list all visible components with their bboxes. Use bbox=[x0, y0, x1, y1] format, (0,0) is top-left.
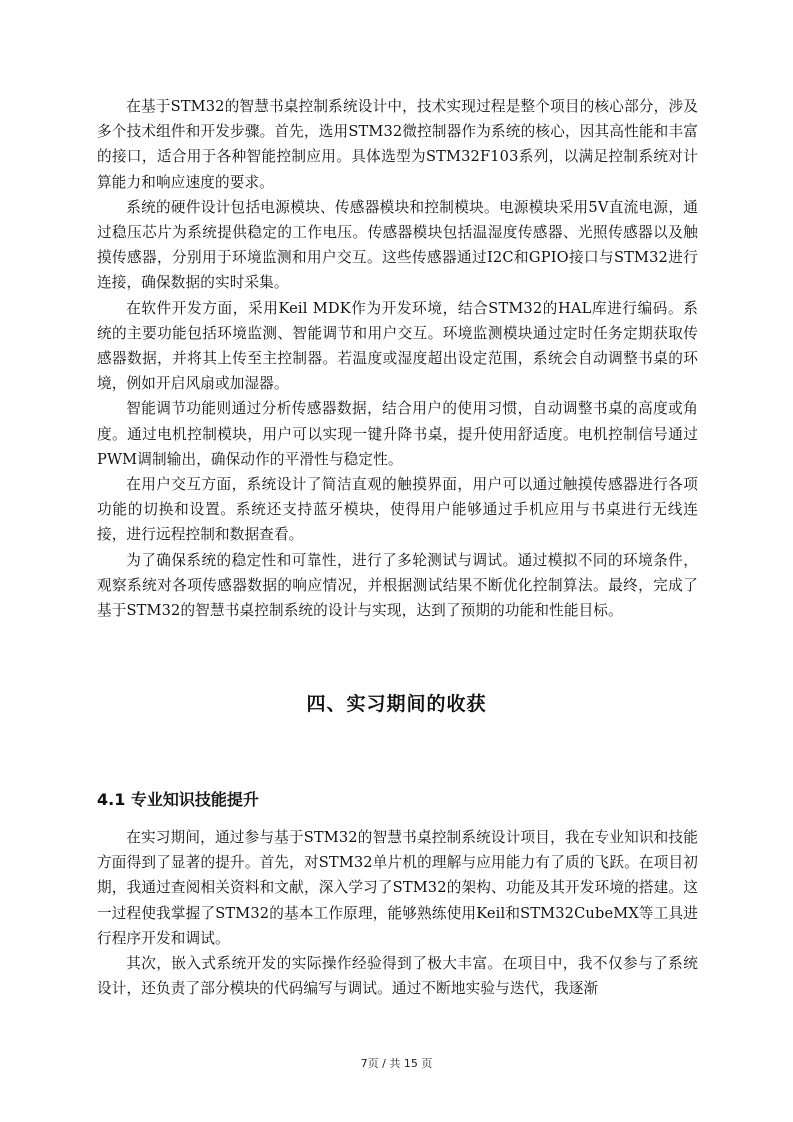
page-number-footer: 7页 / 共 15 页 bbox=[360, 1057, 433, 1070]
paragraph: 在实习期间，通过参与基于STM32的智慧书桌控制系统设计项目，我在专业知识和技能方面得到了显著的提升。首先，对STM32单片机的理解与应用能力有了质的飞跃。在项目初期，我通过查阅相关资料和文献，深入学习了STM32的架构、功能及其开发环境的搭建。这一过程使我掌握了STM32的基本工作原理，能够熟练使用Keil和STM32CubeMX等工具进行程序开发和调试。 bbox=[97, 829, 698, 947]
paragraph: 在基于STM32的智慧书桌控制系统设计中，技术实现过程是整个项目的核心部分，涉及多个技术组件和开发步骤。首先，选用STM32微控制器作为系统的核心，因其高性能和丰富的接口，适合用于各种智能控制应用。具体选型为STM32F103系列，以满足控制系统对计算能力和响应速度的要求。 bbox=[97, 98, 698, 191]
paragraph: 在软件开发方面，采用Keil MDK作为开发环境，结合STM32的HAL库进行编码。系统的主要功能包括环境监测、智能调节和用户交互。环境监测模块通过定时任务定期获取传感器数据，并将其上传至主控制器。若温度或湿度超出设定范围，系统会自动调整书桌的环境，例如开启风扇或加湿器。 bbox=[97, 299, 698, 393]
paragraph: 在用户交互方面，系统设计了简洁直观的触摸界面，用户可以通过触摸传感器进行各项功能的切换和设置。系统还支持蓝牙模块，使得用户能够通过手机应用与书桌进行无线连接，进行远程控制和数据查看。 bbox=[97, 476, 698, 544]
paragraph: 其次，嵌入式系统开发的实际操作经验得到了极大丰富。在项目中，我不仅参与了系统设计，还负责了部分模块的代码编写与调试。通过不断地实验与迭代，我逐渐 bbox=[97, 955, 698, 998]
paragraph: 为了确保系统的稳定性和可靠性，进行了多轮测试与调试。通过模拟不同的环境条件，观察系统对各项传感器数据的响应情况，并根据测试结果不断优化控制算法。最终，完成了基于STM32的智慧书桌控制系统的设计与实现，达到了预期的功能和性能目标。 bbox=[97, 551, 698, 620]
section-three-body bbox=[97, 94, 698, 623]
section-title: 4.1 专业知识技能提升 bbox=[97, 790, 259, 809]
paragraph: 系统的硬件设计包括电源模块、传感器模块和控制模块。电源模块采用5V直流电源，通过稳压芯片为系统提供稳定的工作电压。传感器模块包括温湿度传感器、光照传感器以及触摸传感器，分别用于环境监测和用户交互。这些传感器通过I2C和GPIO接口与STM32进行连接，确保数据的实时采集。 bbox=[97, 198, 698, 292]
paragraph: 智能调节功能则通过分析传感器数据，结合用户的使用习惯，自动调整书桌的高度或角度。通过电机控制模块，用户可以实现一键升降书桌，提升使用舒适度。电机控制信号通过PWM调制输出，确保动作的平滑性与稳定性。 bbox=[97, 400, 698, 468]
chapter-title: 四、实习期间的收获 bbox=[306, 693, 487, 715]
section-4-1-body bbox=[97, 825, 698, 1001]
